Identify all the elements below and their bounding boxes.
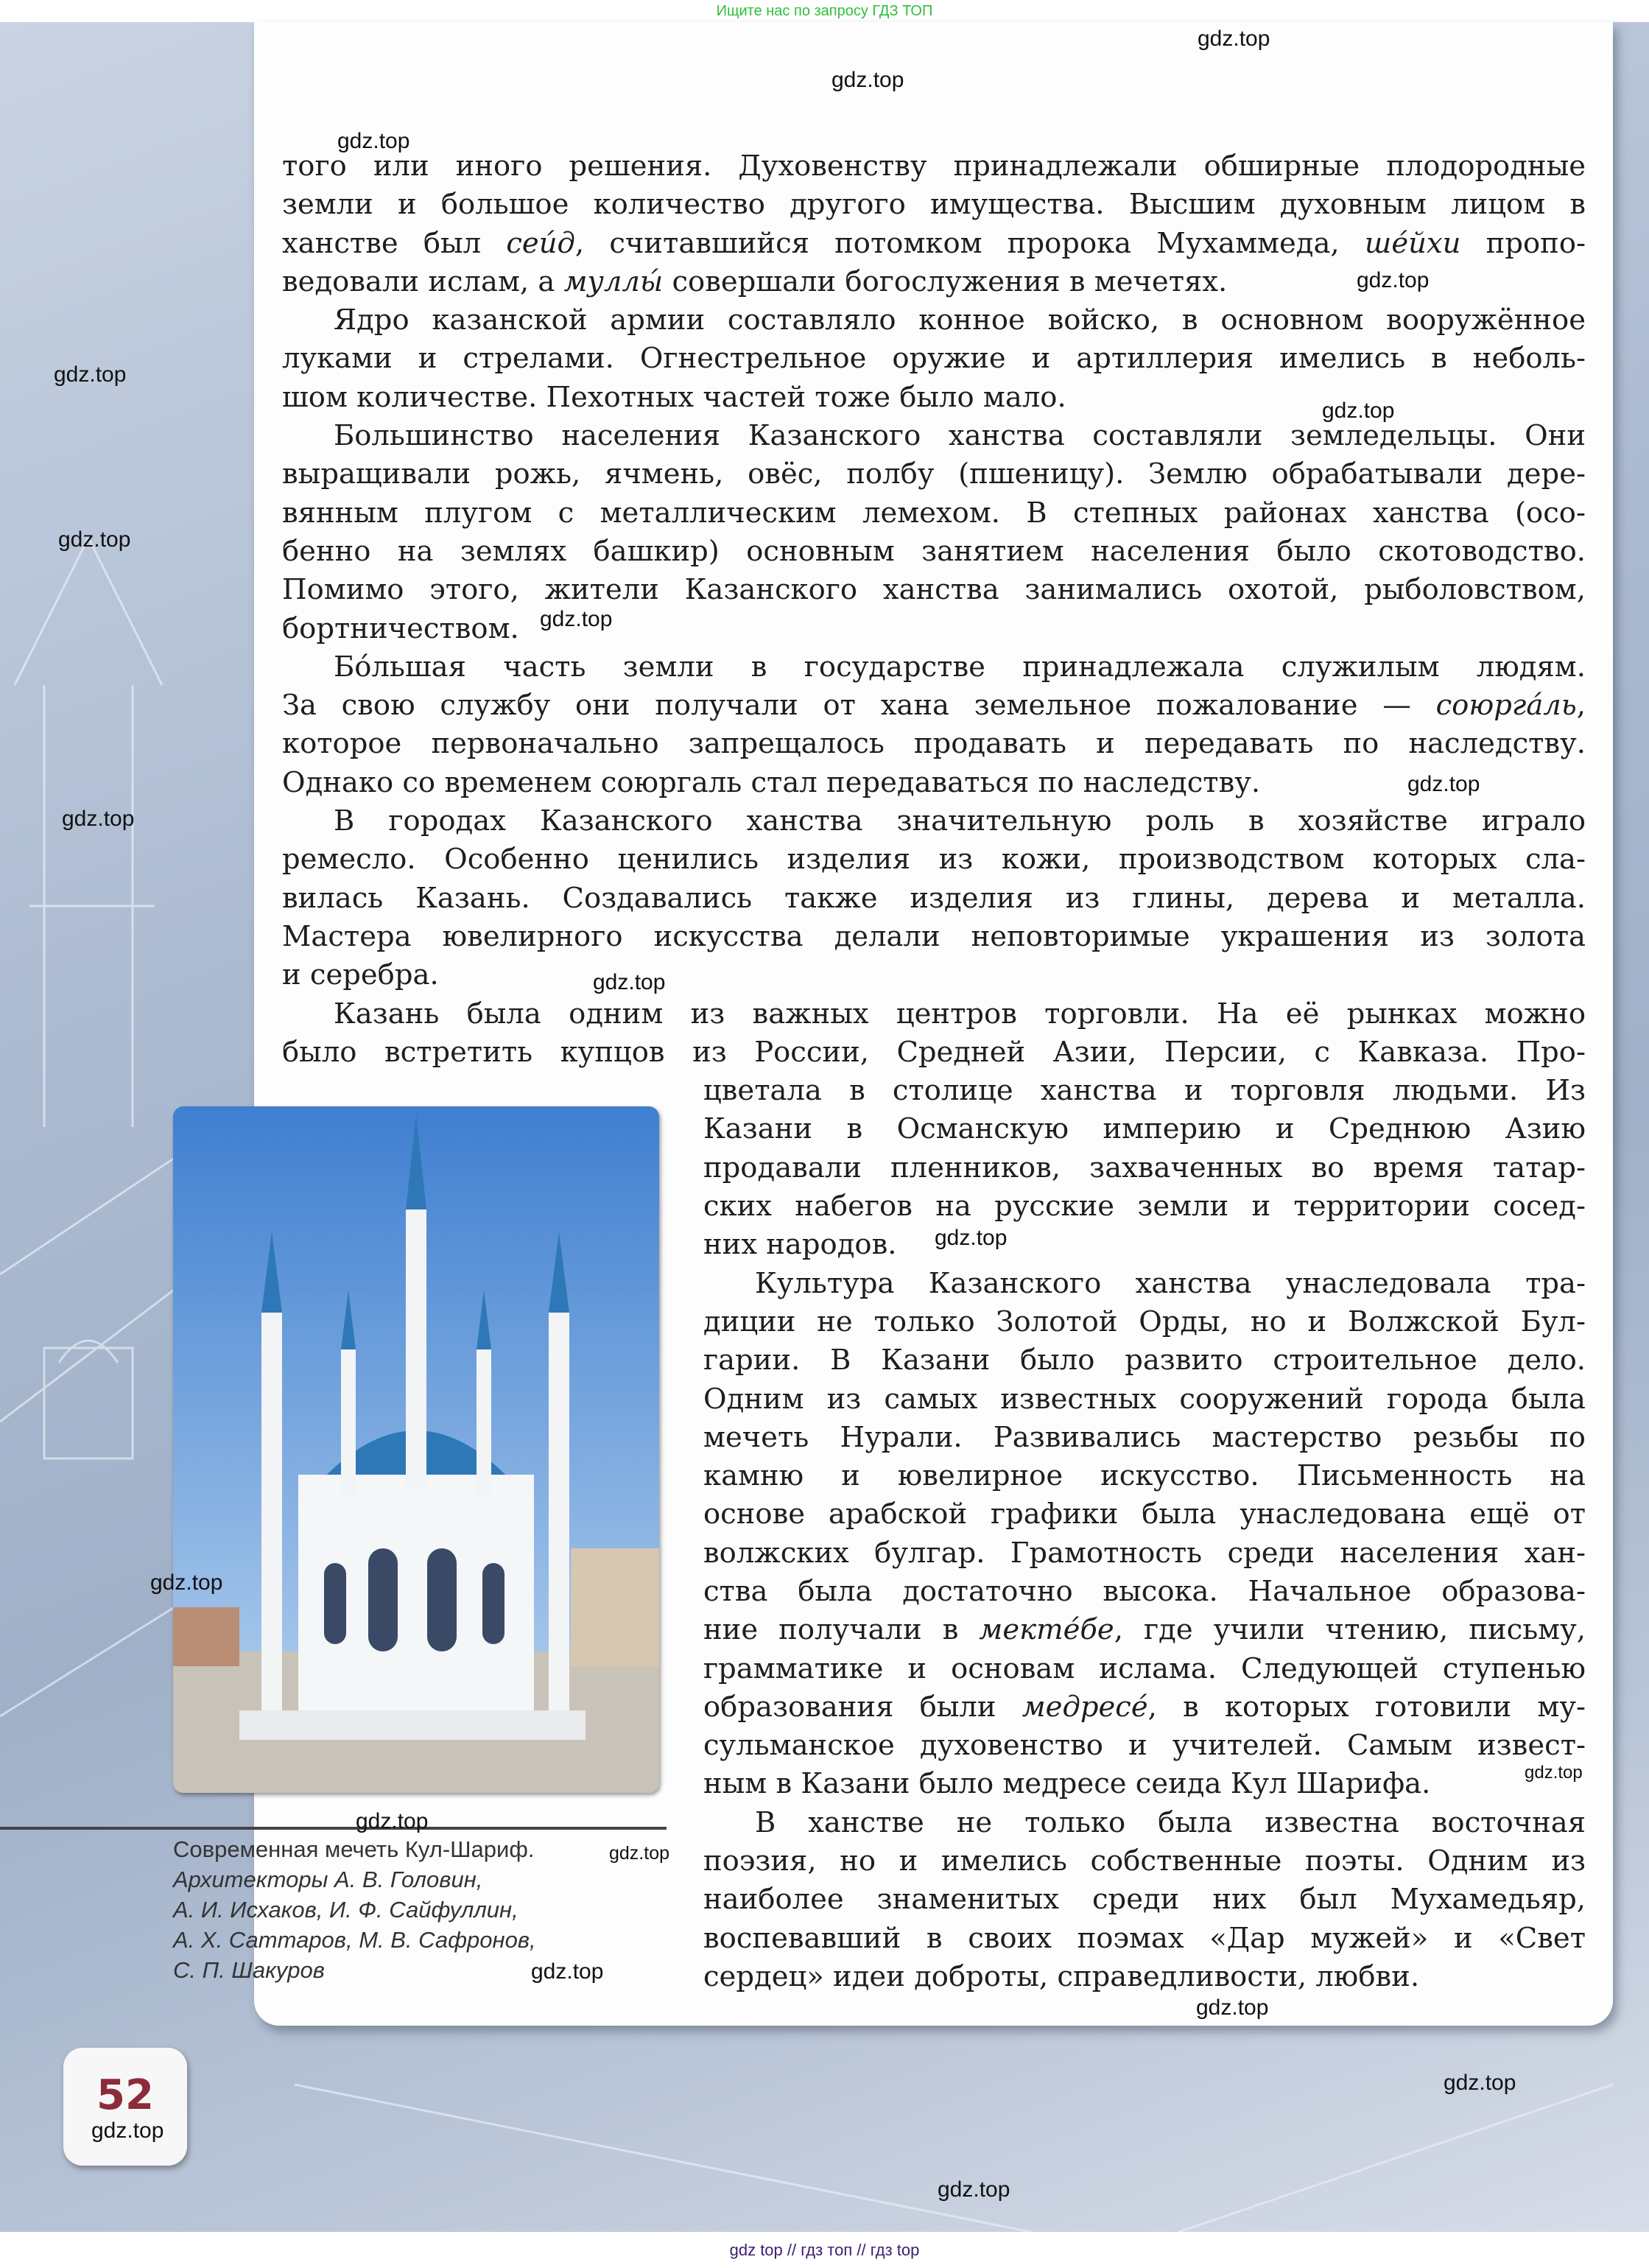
text-line bbox=[703, 1110, 1586, 1148]
text-line bbox=[282, 186, 1586, 224]
text-line bbox=[282, 764, 1586, 802]
text-line bbox=[703, 1881, 1586, 1919]
text-line bbox=[282, 648, 1586, 687]
text-segment: Помимо этого, жители Казанского ханства занимались охотой, рыболовством, bbox=[282, 573, 1586, 607]
text-segment: воспевавший в своих поэмах «Дар мужей» и «Свет bbox=[703, 1921, 1586, 1955]
caption-line: А. И. Исхаков, И. Ф. Сайфуллин, bbox=[173, 1897, 518, 1923]
text-segment: сульманское духовенство и учителей. Самым извест- bbox=[703, 1729, 1586, 1763]
text-line bbox=[282, 725, 1586, 763]
text-segment: , где учили чтению, письму, bbox=[1114, 1613, 1586, 1647]
text-segment: , bbox=[1576, 689, 1586, 723]
text-line bbox=[703, 1534, 1586, 1573]
text-line bbox=[282, 147, 1586, 186]
text-line bbox=[703, 1419, 1586, 1457]
text-line bbox=[703, 1457, 1586, 1495]
caption-line: С. П. Шакуров bbox=[173, 1957, 325, 1983]
term: муллы́ bbox=[563, 264, 664, 298]
text-segment: ханстве был bbox=[282, 226, 507, 260]
text-line bbox=[703, 1958, 1586, 1996]
text-segment: диции не только Золотой Орды, но и Волжской Бул- bbox=[703, 1305, 1586, 1338]
text-segment: Ядро казанской армии составляло конное войско, в основном вооружённое bbox=[334, 303, 1586, 337]
text-line bbox=[282, 802, 1586, 840]
text-line bbox=[282, 610, 1586, 648]
caption-title: Современная мечеть Кул-Шариф. bbox=[173, 1836, 535, 1862]
text-segment: выращивали рожь, ячмень, овёс, полбу (пшеницу). Землю обрабатывали дере- bbox=[282, 457, 1586, 491]
text-line bbox=[282, 687, 1586, 725]
text-line bbox=[282, 880, 1586, 918]
text-segment: Однако со временем союргаль стал передаваться по наследству. bbox=[282, 765, 1261, 799]
text-segment: бенно на землях башкир) основным занятием населения было скотоводство. bbox=[282, 534, 1586, 568]
text-line bbox=[282, 918, 1586, 956]
watermark: gdz.top bbox=[831, 68, 904, 92]
text-segment: волжских булгар. Грамотность среди населения хан- bbox=[703, 1536, 1586, 1570]
term: медресе́ bbox=[1022, 1690, 1148, 1724]
text-segment: продавали пленников, захваченных во время татар- bbox=[703, 1151, 1586, 1184]
text-segment: шом количестве. Пехотных частей тоже было мало. bbox=[282, 380, 1066, 414]
watermark: gdz.top bbox=[54, 362, 127, 387]
text-line bbox=[282, 840, 1586, 879]
text-segment: было встретить купцов из России, Средней Азии, Персии, с Кавказа. Про- bbox=[282, 1035, 1586, 1069]
text-segment: Бо́льшая часть земли в государстве принадлежала служилым людям. bbox=[334, 650, 1586, 684]
text-segment: грамматике и основам ислама. Следующей ступенью bbox=[703, 1651, 1586, 1685]
watermark: gdz.top bbox=[609, 1843, 670, 1864]
text-line bbox=[703, 1765, 1586, 1803]
term: ше́йхи bbox=[1364, 226, 1461, 260]
text-segment: Казань была одним из важных центров торговли. На её рынках можно bbox=[334, 997, 1586, 1031]
watermark: gdz.top bbox=[150, 1570, 223, 1595]
text-segment: , в которых готовили му- bbox=[1147, 1690, 1586, 1724]
term: мекте́бе bbox=[979, 1613, 1114, 1647]
text-line bbox=[703, 1495, 1586, 1534]
page-number: 52 bbox=[96, 2071, 154, 2119]
watermark: gdz.top bbox=[593, 970, 666, 994]
text-segment: луками и стрелами. Огнестрельное оружие и артиллерия имелись в неболь- bbox=[282, 342, 1586, 376]
watermark: gdz.top bbox=[1444, 2071, 1516, 2095]
text-line bbox=[703, 1187, 1586, 1226]
text-segment: сердец» идеи доброты, справедливости, любви. bbox=[703, 1959, 1420, 1993]
text-segment: совершали богослужения в мечетях. bbox=[663, 264, 1228, 298]
text-segment: вилась Казань. Создавались также изделия из глины, дерева и металла. bbox=[282, 881, 1586, 915]
mosque-photo bbox=[173, 1106, 659, 1793]
watermark: gdz.top bbox=[1525, 1763, 1583, 1783]
text-line bbox=[282, 995, 1586, 1033]
text-line bbox=[703, 1650, 1586, 1688]
kul-sharif-mosque-image bbox=[173, 1106, 659, 1793]
text-segment: наиболее знаменитых среди них был Мухамедьяр, bbox=[703, 1883, 1586, 1917]
text-segment: Культура Казанского ханства унаследовала тра- bbox=[755, 1266, 1586, 1300]
watermark: gdz.top bbox=[1322, 399, 1395, 423]
text-segment: Большинство населения Казанского ханства составляли земледельцы. Они bbox=[334, 419, 1586, 453]
text-line bbox=[282, 1033, 1586, 1072]
text-line bbox=[282, 571, 1586, 609]
watermark: gdz.top bbox=[62, 807, 135, 831]
watermark: gdz.top bbox=[337, 129, 410, 153]
watermark: gdz.top bbox=[540, 607, 613, 631]
text-segment: Одним из самых известных сооружений города была bbox=[703, 1382, 1586, 1416]
text-segment: цветала в столице ханства и торговля людьми. Из bbox=[703, 1074, 1586, 1108]
text-segment: , считавшийся потомком пророка Мухаммеда, bbox=[574, 226, 1365, 260]
text-line bbox=[282, 533, 1586, 571]
text-line bbox=[703, 1842, 1586, 1881]
text-segment: образования были bbox=[703, 1690, 1022, 1724]
text-line bbox=[703, 1380, 1586, 1419]
watermark: gdz.top bbox=[91, 2118, 164, 2143]
watermark: gdz.top bbox=[1407, 772, 1480, 796]
text-segment: ным в Казани было медресе сеида Кул Шарифа. bbox=[703, 1767, 1431, 1801]
text-line bbox=[703, 1688, 1586, 1727]
text-line bbox=[703, 1149, 1586, 1187]
page-number-badge bbox=[63, 2048, 187, 2166]
text-line bbox=[282, 225, 1586, 263]
text-line bbox=[282, 956, 1586, 994]
watermark: gdz.top bbox=[1198, 27, 1270, 51]
text-segment: гарии. В Казани было развито строительное дело. bbox=[703, 1344, 1586, 1377]
text-segment: того или иного решения. Духовенству принадлежали обширные плодородные bbox=[282, 150, 1586, 183]
text-segment: ремесло. Особенно ценились изделия из кожи, производством которых сла- bbox=[282, 843, 1586, 877]
term: сеи́д bbox=[506, 226, 575, 260]
footer-banner: gdz top // гдз топ // гдз top bbox=[0, 2232, 1649, 2268]
text-line bbox=[703, 1611, 1586, 1649]
text-segment: вянным плугом с металлическим лемехом. В степных районах ханства (осо- bbox=[282, 496, 1586, 530]
watermark: gdz.top bbox=[1196, 1995, 1269, 2020]
caption-line: А. Х. Саттаров, М. В. Сафронов, bbox=[173, 1927, 536, 1953]
text-segment: мечеть Нурали. Развивались мастерство резьбы по bbox=[703, 1420, 1586, 1454]
watermark: gdz.top bbox=[356, 1809, 429, 1833]
text-segment: земли и большое количество другого имущества. Высшим духовным лицом в bbox=[282, 188, 1586, 222]
text-segment: ние получали в bbox=[703, 1613, 980, 1647]
text-line bbox=[703, 1804, 1586, 1842]
text-segment: В ханстве не только была известна восточная bbox=[755, 1805, 1586, 1839]
caption-line: Архитекторы А. В. Головин, bbox=[173, 1867, 483, 1892]
text-segment: основе арабской графики была унаследована ещё от bbox=[703, 1498, 1586, 1531]
text-segment: пропо- bbox=[1460, 226, 1586, 260]
text-line bbox=[703, 1573, 1586, 1611]
text-line bbox=[703, 1303, 1586, 1341]
text-segment: Казани в Османскую империю и Среднюю Азию bbox=[703, 1112, 1586, 1146]
text-line bbox=[703, 1341, 1586, 1380]
text-line bbox=[703, 1920, 1586, 1958]
text-segment: ства была достаточно высока. Начальное образова- bbox=[703, 1574, 1586, 1608]
search-banner: Ищите нас по запросу ГДЗ ТОП bbox=[716, 3, 933, 19]
watermark: gdz.top bbox=[531, 1959, 604, 1984]
text-line bbox=[282, 494, 1586, 533]
watermark: gdz.top bbox=[58, 527, 131, 552]
text-segment: и серебра. bbox=[282, 958, 439, 992]
text-line bbox=[282, 455, 1586, 494]
text-segment: В городах Казанского ханства значительную роль в хозяйстве играло bbox=[334, 804, 1586, 838]
text-line bbox=[703, 1265, 1586, 1303]
caption-divider bbox=[0, 1827, 667, 1830]
text-line bbox=[282, 340, 1586, 378]
term: союрга́ль bbox=[1435, 689, 1577, 723]
text-segment: которое первоначально запрещалось продавать и передавать по наследству. bbox=[282, 727, 1586, 761]
text-segment: ведовали ислам, а bbox=[282, 264, 564, 298]
text-line bbox=[703, 1727, 1586, 1765]
text-segment: поэзия, но и имелись собственные поэты. Одним из bbox=[703, 1844, 1586, 1878]
text-segment: Мастера ювелирного искусства делали неповторимые украшения из золота bbox=[282, 919, 1586, 953]
text-segment: них народов. bbox=[703, 1228, 897, 1262]
watermark: gdz.top bbox=[935, 1226, 1008, 1250]
text-segment: бортничеством. bbox=[282, 611, 519, 645]
text-segment: камню и ювелирное искусство. Письменность на bbox=[703, 1459, 1586, 1493]
text-line bbox=[282, 301, 1586, 340]
text-line bbox=[703, 1072, 1586, 1110]
text-segment: ских набегов на русские земли и территории сосед- bbox=[703, 1190, 1586, 1223]
text-segment: За свою службу они получали от хана земельное пожалование — bbox=[282, 689, 1436, 723]
watermark: gdz.top bbox=[938, 2177, 1010, 2202]
watermark: gdz.top bbox=[1357, 268, 1430, 292]
text-line bbox=[703, 1226, 1586, 1264]
